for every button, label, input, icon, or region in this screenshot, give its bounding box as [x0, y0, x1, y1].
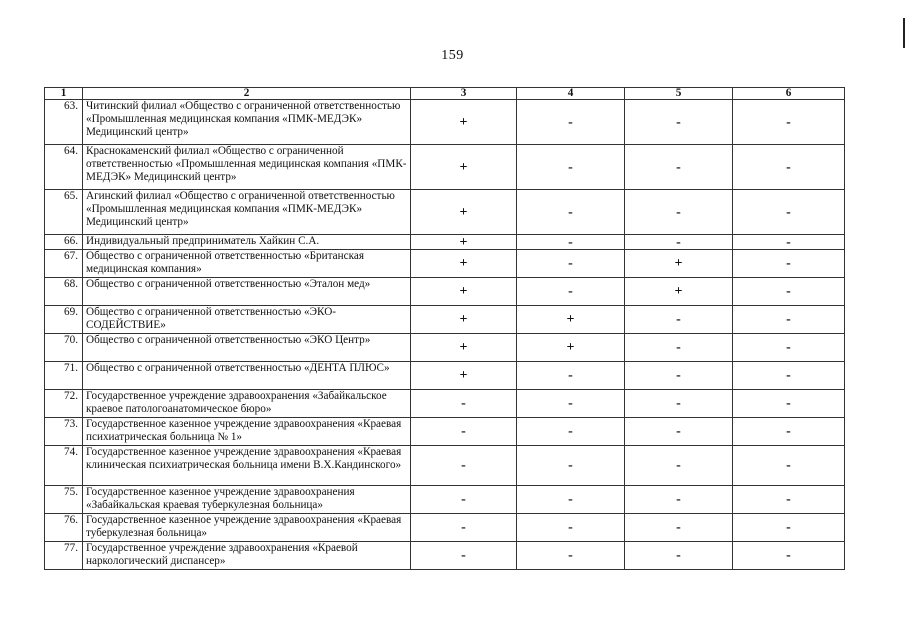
organization-name: Государственное учреждение здравоохранения «Краевой наркологический диспансер»	[83, 542, 411, 570]
column-3-mark: -	[411, 486, 517, 514]
column-3-mark: -	[411, 514, 517, 542]
column-4-mark: -	[517, 190, 625, 235]
column-header: 3	[411, 88, 517, 100]
column-6-mark: -	[733, 334, 845, 362]
column-5-mark: -	[625, 542, 733, 570]
row-number: 77.	[45, 542, 83, 570]
column-4-mark: -	[517, 446, 625, 486]
organization-name: Читинский филиал «Общество с ограниченной ответственностью «Промышленная медицинская компания «ПМК-МЕДЭК» Медицинский центр»	[83, 100, 411, 145]
column-6-mark: -	[733, 542, 845, 570]
organization-name: Краснокаменский филиал «Общество с ограниченной ответственностью «Промышленная медицинская компания «ПМК-МЕДЭК» Медицинский центр»	[83, 145, 411, 190]
column-5-mark: +	[625, 250, 733, 278]
column-3-mark: +	[411, 235, 517, 250]
column-4-mark: -	[517, 235, 625, 250]
organization-name: Государственное казенное учреждение здравоохранения «Краевая туберкулезная больница»	[83, 514, 411, 542]
column-header: 1	[45, 88, 83, 100]
column-3-mark: +	[411, 334, 517, 362]
column-5-mark: -	[625, 486, 733, 514]
row-number: 64.	[45, 145, 83, 190]
table-row	[45, 306, 845, 334]
row-number: 67.	[45, 250, 83, 278]
table-row	[45, 418, 845, 446]
table-row	[45, 390, 845, 418]
column-5-mark: -	[625, 235, 733, 250]
column-3-mark: -	[411, 446, 517, 486]
column-3-mark: -	[411, 542, 517, 570]
table-row	[45, 486, 845, 514]
column-6-mark: -	[733, 190, 845, 235]
organizations-table	[44, 87, 845, 570]
table-row	[45, 446, 845, 486]
column-5-mark: -	[625, 190, 733, 235]
table-row	[45, 542, 845, 570]
column-6-mark: -	[733, 446, 845, 486]
column-3-mark: +	[411, 278, 517, 306]
row-number: 68.	[45, 278, 83, 306]
column-6-mark: -	[733, 306, 845, 334]
column-4-mark: -	[517, 250, 625, 278]
table-row	[45, 235, 845, 250]
column-4-mark: -	[517, 390, 625, 418]
column-5-mark: +	[625, 278, 733, 306]
table-row	[45, 190, 845, 235]
column-4-mark: -	[517, 418, 625, 446]
row-number: 69.	[45, 306, 83, 334]
column-5-mark: -	[625, 100, 733, 145]
organization-name: Индивидуальный предприниматель Хайкин С.А.	[83, 235, 411, 250]
table-row	[45, 145, 845, 190]
column-header: 4	[517, 88, 625, 100]
column-4-mark: -	[517, 486, 625, 514]
column-4-mark: +	[517, 334, 625, 362]
column-3-mark: +	[411, 190, 517, 235]
organization-name: Общество с ограниченной ответственностью «Эталон мед»	[83, 278, 411, 306]
column-5-mark: -	[625, 362, 733, 390]
table-row	[45, 100, 845, 145]
table-row	[45, 250, 845, 278]
column-5-mark: -	[625, 418, 733, 446]
column-header: 5	[625, 88, 733, 100]
row-number: 63.	[45, 100, 83, 145]
column-4-mark: -	[517, 514, 625, 542]
row-number: 73.	[45, 418, 83, 446]
column-header: 6	[733, 88, 845, 100]
organization-name: Агинский филиал «Общество с ограниченной ответственностью «Промышленная медицинская компания «ПМК-МЕДЭК» Медицинский центр»	[83, 190, 411, 235]
column-4-mark: +	[517, 306, 625, 334]
column-5-mark: -	[625, 514, 733, 542]
column-3-mark: +	[411, 145, 517, 190]
column-6-mark: -	[733, 250, 845, 278]
row-number: 66.	[45, 235, 83, 250]
column-6-mark: -	[733, 418, 845, 446]
table-row	[45, 362, 845, 390]
row-number: 71.	[45, 362, 83, 390]
table-row	[45, 278, 845, 306]
column-3-mark: -	[411, 418, 517, 446]
row-number: 75.	[45, 486, 83, 514]
organization-name: Государственное казенное учреждение здравоохранения «Краевая клиническая психиатрическая больница имени В.Х.Кандинского»	[83, 446, 411, 486]
page-number: 159	[441, 48, 464, 63]
row-number: 74.	[45, 446, 83, 486]
column-6-mark: -	[733, 100, 845, 145]
column-4-mark: -	[517, 278, 625, 306]
column-5-mark: -	[625, 334, 733, 362]
column-3-mark: -	[411, 390, 517, 418]
column-5-mark: -	[625, 306, 733, 334]
row-number: 70.	[45, 334, 83, 362]
column-3-mark: +	[411, 250, 517, 278]
organization-name: Общество с ограниченной ответственностью «Британская медицинская компания»	[83, 250, 411, 278]
column-4-mark: -	[517, 362, 625, 390]
column-4-mark: -	[517, 145, 625, 190]
column-header: 2	[83, 88, 411, 100]
table-row	[45, 334, 845, 362]
column-6-mark: -	[733, 235, 845, 250]
column-6-mark: -	[733, 514, 845, 542]
column-4-mark: -	[517, 100, 625, 145]
organization-name: Государственное учреждение здравоохранения «Забайкальское краевое патологоанатомическое бюро»	[83, 390, 411, 418]
table-header-row	[45, 88, 845, 100]
organization-name: Государственное казенное учреждение здравоохранения «Краевая психиатрическая больница № 1»	[83, 418, 411, 446]
row-number: 72.	[45, 390, 83, 418]
organization-name: Государственное казенное учреждение здравоохранения «Забайкальская краевая туберкулезная больница»	[83, 486, 411, 514]
column-6-mark: -	[733, 486, 845, 514]
column-6-mark: -	[733, 145, 845, 190]
column-5-mark: -	[625, 145, 733, 190]
column-4-mark: -	[517, 542, 625, 570]
table-body	[45, 100, 845, 570]
row-number: 76.	[45, 514, 83, 542]
organization-name: Общество с ограниченной ответственностью «ЭКО Центр»	[83, 334, 411, 362]
column-6-mark: -	[733, 362, 845, 390]
organization-name: Общество с ограниченной ответственностью «ДЕНТА ПЛЮС»	[83, 362, 411, 390]
row-number: 65.	[45, 190, 83, 235]
column-5-mark: -	[625, 390, 733, 418]
column-3-mark: +	[411, 306, 517, 334]
column-5-mark: -	[625, 446, 733, 486]
table-row	[45, 514, 845, 542]
organization-name: Общество с ограниченной ответственностью «ЭКО-СОДЕЙСТВИЕ»	[83, 306, 411, 334]
column-6-mark: -	[733, 390, 845, 418]
column-6-mark: -	[733, 278, 845, 306]
column-3-mark: +	[411, 362, 517, 390]
column-3-mark: +	[411, 100, 517, 145]
